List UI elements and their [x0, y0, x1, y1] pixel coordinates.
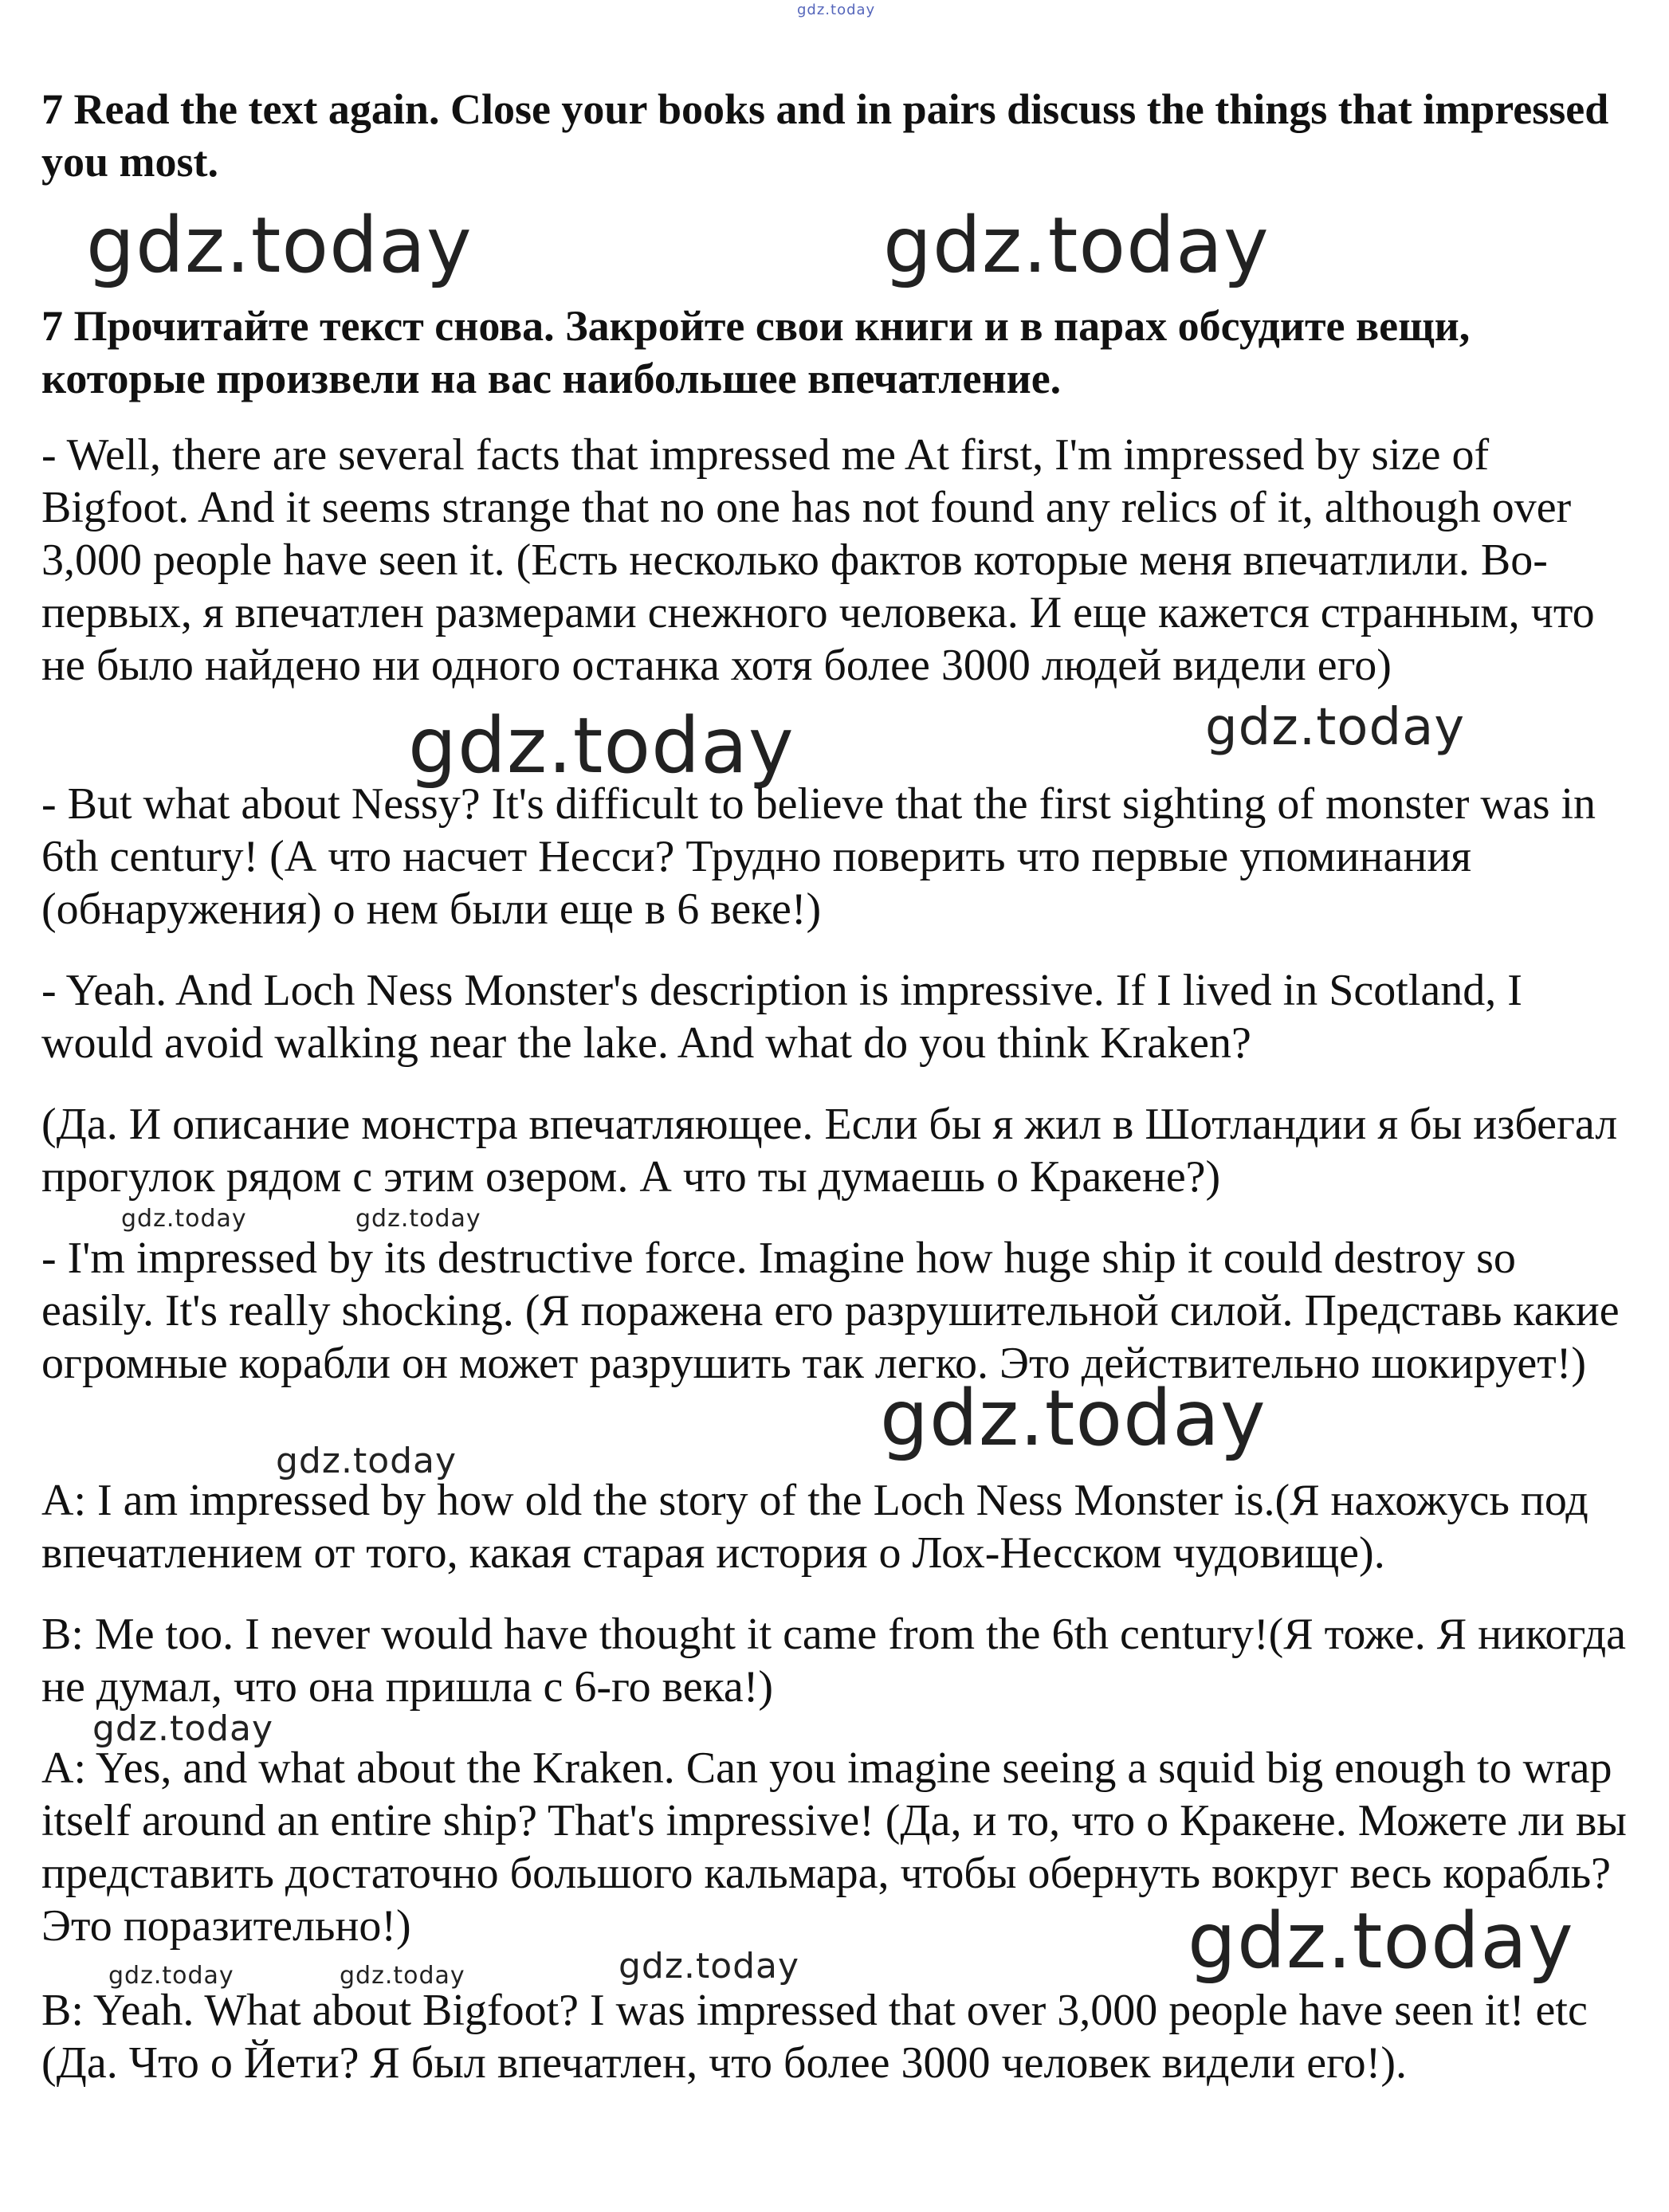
task-heading-ru: 7 Прочитайте текст снова. Закройте свои книги и в парах обсудите вещи, которые произвели на вас наибольшее впечатление. — [41, 302, 1471, 402]
answer-paragraph: A: Yes, and what about the Kraken. Can you imagine seeing a squid big enough to wrap itself around an entire ship? That's impressive! (Да, и то, что о Кракене. Можете ли вы представить достаточно большого кальмара, чтобы обернуть вокруг весь корабль? Это поразительно!) — [41, 1743, 1627, 1951]
answer-paragraph: B: Me too. I never would have thought it came from the 6th century!(Я тоже. Я никогда не думал, что она пришла с 6-го века!) — [41, 1610, 1626, 1712]
answer-paragraph: B: Yeah. What about Bigfoot? I was impressed that over 3,000 people have seen it! etc (Да. Что о Йети? Я был впечатлен, что более 3000 человек видели его!). — [41, 1986, 1588, 2088]
watermark: gdz.today — [883, 201, 1270, 290]
watermark: gdz.today — [92, 1708, 274, 1749]
watermark: gdz.today — [1205, 698, 1466, 757]
answer-paragraph: - But what about Nessy? It's difficult to believe that the first sighting of monster was in 6th century! (А что насчет Несси? Трудно поверить что первые упоминания (обнаружения) о нем были еще в 6 веке!) — [41, 779, 1596, 934]
watermark: gdz.today — [880, 1374, 1266, 1463]
watermark: gdz.today — [276, 1441, 458, 1481]
watermark: gdz.today — [121, 1205, 247, 1233]
task-heading-en: 7 Read the text again. Close your books and in pairs discuss the things that impressed you most. — [41, 85, 1609, 186]
header-watermark: gdz.today — [797, 2, 876, 18]
watermark: gdz.today — [355, 1205, 481, 1233]
answer-paragraph: A: I am impressed by how old the story of the Loch Ness Monster is.(Я нахожусь под впечатлением от того, какая старая история о Лох-Несском чудовище). — [41, 1476, 1588, 1578]
answer-paragraph: (Да. И описание монстра впечатляющее. Если бы я жил в Шотландии я бы избегал прогулок рядом с этим озером. А что ты думаешь о Кракене?) — [41, 1100, 1618, 1202]
watermark: gdz.today — [340, 1962, 465, 1990]
watermark: gdz.today — [619, 1946, 800, 1986]
watermark: gdz.today — [86, 201, 473, 290]
answer-paragraph: - I'm impressed by its destructive force. Imagine how huge ship it could destroy so easily. It's really shocking. (Я поражена его разрушительной силой. Представь какие огромные корабли он может разрушить так легко. Это действительно шокирует!) — [41, 1233, 1620, 1388]
watermark: gdz.today — [408, 701, 795, 790]
watermark: gdz.today — [1188, 1896, 1574, 1986]
answer-paragraph: - Yeah. And Loch Ness Monster's description is impressive. If I lived in Scotland, I would avoid walking near the lake. And what do you think Kraken? — [41, 966, 1522, 1068]
answer-paragraph: - Well, there are several facts that impressed me At first, I'm impressed by size of Bigfoot. And it seems strange that no one has not found any relics of it, although over 3,000 people have seen it. (Есть несколько фактов которые меня впечатлили. Во-первых, я впечатлен размерами снежного человека. И еще кажется странным, что не было найдено ни одного останка хотя более 3000 людей видели его) — [41, 430, 1595, 690]
watermark: gdz.today — [108, 1962, 234, 1990]
